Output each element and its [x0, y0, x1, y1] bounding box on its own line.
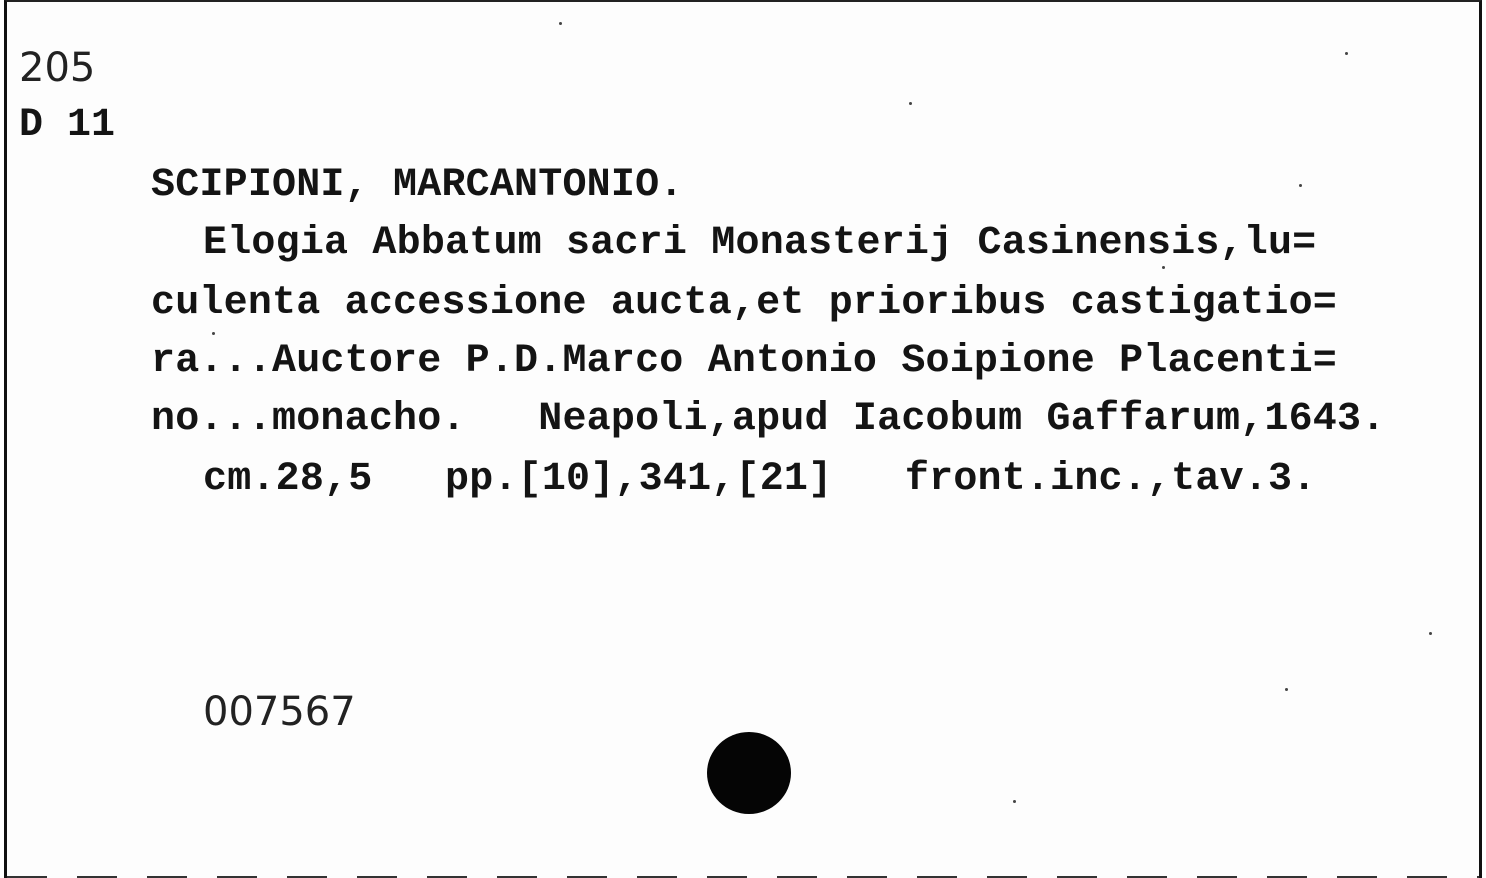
punch-hole [707, 732, 791, 814]
catalog-card [4, 0, 1482, 878]
dust-speck [1345, 52, 1348, 55]
dust-speck [559, 22, 562, 25]
dust-speck [1429, 632, 1432, 635]
collation-line: cm.28,5 pp.[10],341,[21] front.inc.,tav.3. [203, 457, 1317, 502]
accession-number: 007567 [203, 689, 356, 735]
dust-speck [1162, 266, 1165, 269]
dust-speck [212, 332, 215, 335]
call-number: D 11 [19, 103, 116, 148]
title-line-1: Elogia Abbatum sacri Monasterij Casinensis,lu= [203, 221, 1317, 266]
shelf-number: 205 [19, 45, 96, 91]
dust-speck [909, 102, 912, 105]
dust-speck [1013, 800, 1016, 803]
author-heading: SCIPIONI, MARCANTONIO. [151, 163, 684, 208]
title-line-3: ra...Auctore P.D.Marco Antonio Soipione Placenti= [151, 339, 1337, 384]
title-line-2: culenta accessione aucta,et prioribus castigatio= [151, 281, 1337, 326]
imprint-line: no...monacho. Neapoli,apud Iacobum Gaffarum,1643. [151, 397, 1386, 442]
dust-speck [1285, 688, 1288, 691]
dust-speck [1299, 184, 1302, 187]
